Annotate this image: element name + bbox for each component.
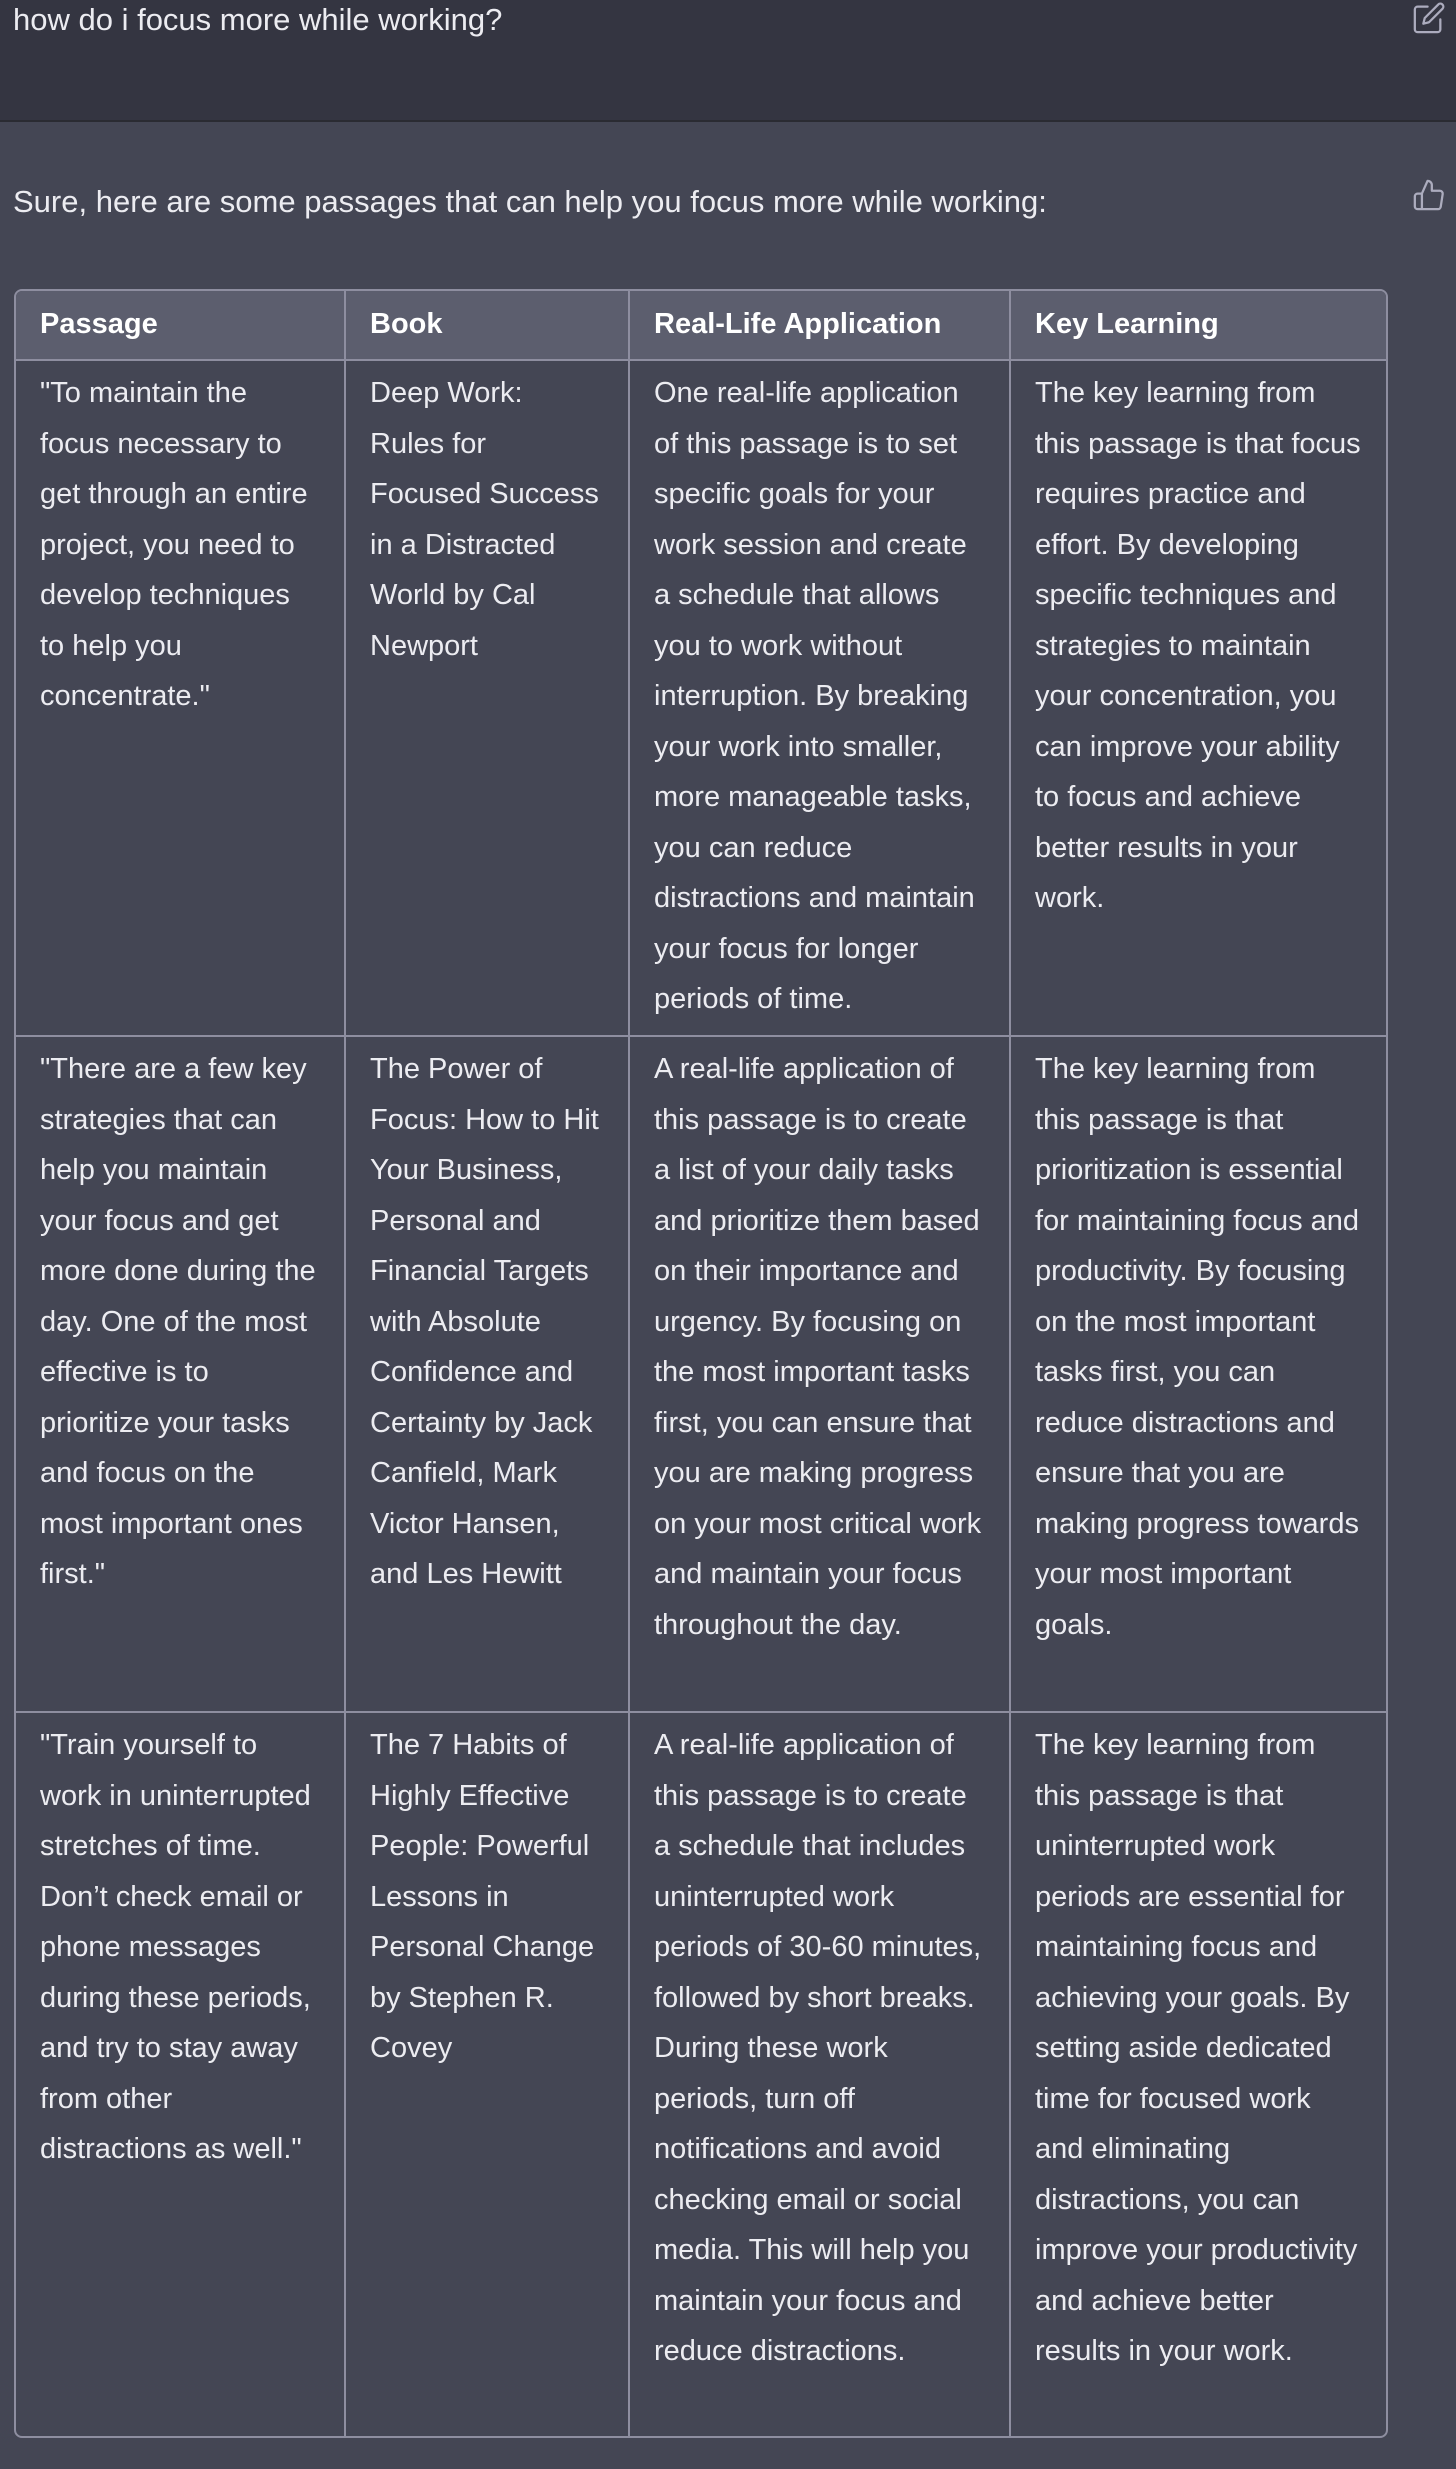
user-message-row bbox=[0, 0, 1456, 122]
cell-passage: "There are a few key strategies that can help you maintain your focus and get more done during the day. One of the most effective is to prioritize your tasks and focus on the most important ones first." bbox=[16, 1036, 345, 1712]
cell-book: The Power of Focus: How to Hit Your Business, Personal and Financial Targets with Absolute Confidence and Certainty by Jack Canfield, Mark Victor Hansen, and Les Hewitt bbox=[345, 1036, 629, 1712]
table-row bbox=[16, 360, 1388, 1036]
cell-book: The 7 Habits of Highly Effective People: Powerful Lessons in Personal Change by Stephen R. Covey bbox=[345, 1712, 629, 2438]
cell-passage: "Train yourself to work in uninterrupted stretches of time. Don’t check email or phone messages during these periods, and try to stay away from other distractions as well." bbox=[16, 1712, 345, 2438]
header-learning: Key Learning bbox=[1010, 291, 1388, 360]
cell-book: Deep Work: Rules for Focused Success in a Distracted World by Cal Newport bbox=[345, 360, 629, 1036]
cell-learning: The key learning from this passage is that uninterrupted work periods are essential for maintaining focus and achieving your goals. By setting aside dedicated time for focused work and eliminating distractions, you can improve your productivity and achieve better results in your work. bbox=[1010, 1712, 1388, 2438]
cell-learning: The key learning from this passage is that prioritization is essential for maintaining focus and productivity. By focusing on the most important tasks first, you can reduce distractions and ensure that you are making progress towards your most important goals. bbox=[1010, 1036, 1388, 1712]
cell-application: A real-life application of this passage is to create a schedule that includes uninterrupted work periods of 30-60 minutes, followed by short breaks. During these work periods, turn off notifications and avoid checking email or social media. This will help you maintain your focus and reduce distractions. bbox=[629, 1712, 1010, 2438]
header-passage: Passage bbox=[16, 291, 345, 360]
table-row bbox=[16, 1712, 1388, 2438]
user-message-text: how do i focus more while working? bbox=[13, 2, 503, 37]
passages-table bbox=[14, 289, 1388, 2438]
cell-passage: "To maintain the focus necessary to get through an entire project, you need to develop techniques to help you concentrate." bbox=[16, 360, 345, 1036]
assistant-intro-text: Sure, here are some passages that can help you focus more while working: bbox=[13, 184, 1047, 219]
cell-application: One real-life application of this passage is to set specific goals for your work session and create a schedule that allows you to work without interruption. By breaking your work into smaller, more manageable tasks, you can reduce distractions and maintain your focus for longer periods of time. bbox=[629, 360, 1010, 1036]
table-row bbox=[16, 1036, 1388, 1712]
cell-application: A real-life application of this passage is to create a list of your daily tasks and prioritize them based on their importance and urgency. By focusing on the most important tasks first, you can ensure that you are making progress on your most critical work and maintain your focus throughout the day. bbox=[629, 1036, 1010, 1712]
table-header-row bbox=[16, 291, 1388, 360]
header-book: Book bbox=[345, 291, 629, 360]
cell-learning: The key learning from this passage is that focus requires practice and effort. By developing specific techniques and strategies to maintain your concentration, you can improve your ability to focus and achieve better results in your work. bbox=[1010, 360, 1388, 1036]
header-application: Real-Life Application bbox=[629, 291, 1010, 360]
thumbs-up-icon[interactable] bbox=[1412, 178, 1446, 212]
edit-icon[interactable] bbox=[1412, 1, 1446, 35]
